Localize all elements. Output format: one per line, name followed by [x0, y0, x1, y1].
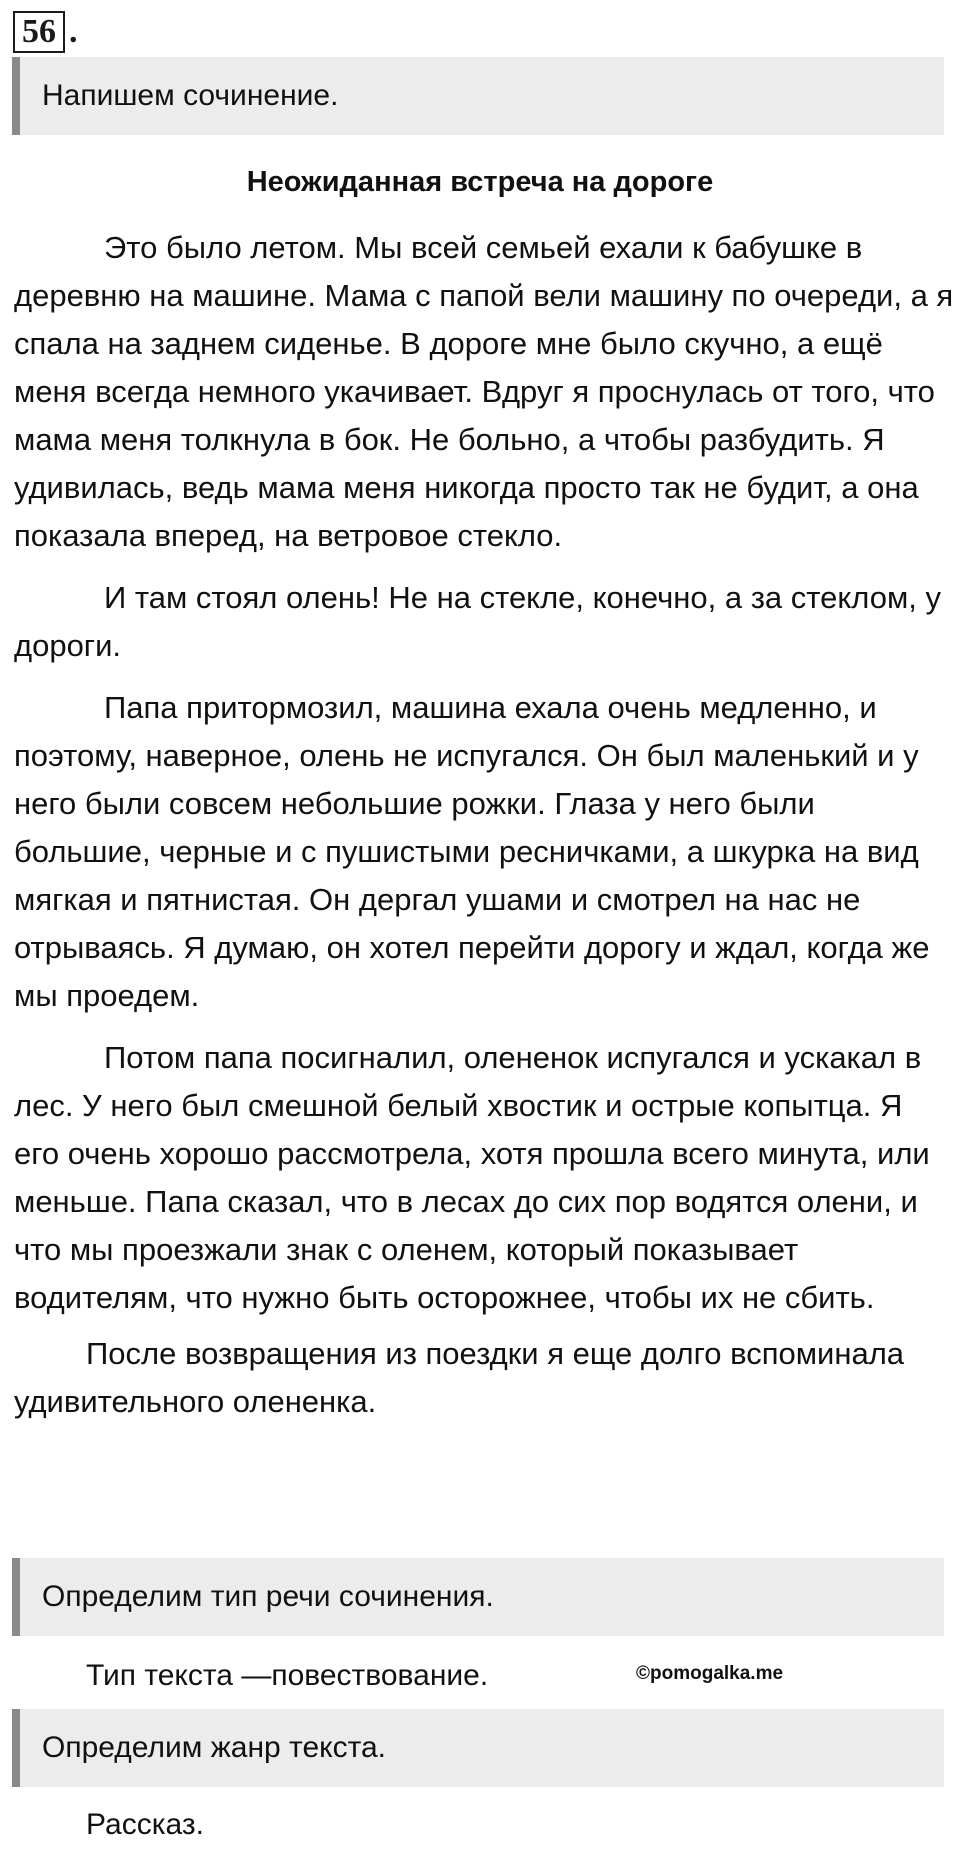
answer-speech-type: Тип текста —повествование.	[86, 1659, 489, 1692]
essay-title: Неожиданная встреча на дороге	[246, 166, 714, 198]
essay-body	[14, 224, 954, 1440]
essay-paragraph: Потом папа посигналил, олененок испугался и ускакал в лес. У него был смешной белый хвостик и острые копытца. Я его очень хорошо рассмотрела, хотя прошла всего минута, или меньше. Папа сказал, что в лесах до сих пор водятся олени, и что мы проезжали знак с оленем, который показывает водителям, что нужно быть осторожнее, чтобы их не сбить.	[14, 1040, 930, 1315]
essay-paragraph: Это было летом. Мы всей семьей ехали к бабушке в деревню на машине. Мама с папой вели машину по очереди, а я спала на заднем сиденье. В дороге мне было скучно, а ещё меня всегда немного укачивает. Вдруг я проснулась от того, что мама меня толкнула в бок. Не больно, а чтобы разбудить. Я удивилась, ведь мама меня никогда просто так не будит, а она показала вперед, на ветровое стекло.	[14, 230, 954, 553]
essay-paragraph: После возвращения из поездки я еще долго вспоминала удивительного олененка.	[14, 1336, 905, 1419]
essay-paragraph: И там стоял олень! Не на стекле, конечно, а за стеклом, у дороги.	[14, 580, 941, 663]
essay-paragraph: Папа притормозил, машина ехала очень медленно, и поэтому, наверное, олень не испугался. Он был маленький и у него были совсем небольшие рожки. Глаза у него были большие, черные и с пушистыми ресничками, а шкурка на вид мягкая и пятнистая. Он дергал ушами и смотрел на нас не отрываясь. Я думаю, он хотел перейти дорогу и ждал, когда же мы проедем.	[14, 690, 930, 1013]
section-band-compose: Напишем сочинение.	[12, 57, 944, 135]
task-number-box: 56	[13, 11, 65, 53]
answer-genre: Рассказ.	[86, 1808, 204, 1841]
section-band-genre: Определим жанр текста.	[12, 1709, 944, 1787]
task-number-dot: .	[69, 13, 78, 50]
watermark: ©pomogalka.me	[636, 1663, 784, 1684]
section-band-speech-type: Определим тип речи сочинения.	[12, 1558, 944, 1636]
